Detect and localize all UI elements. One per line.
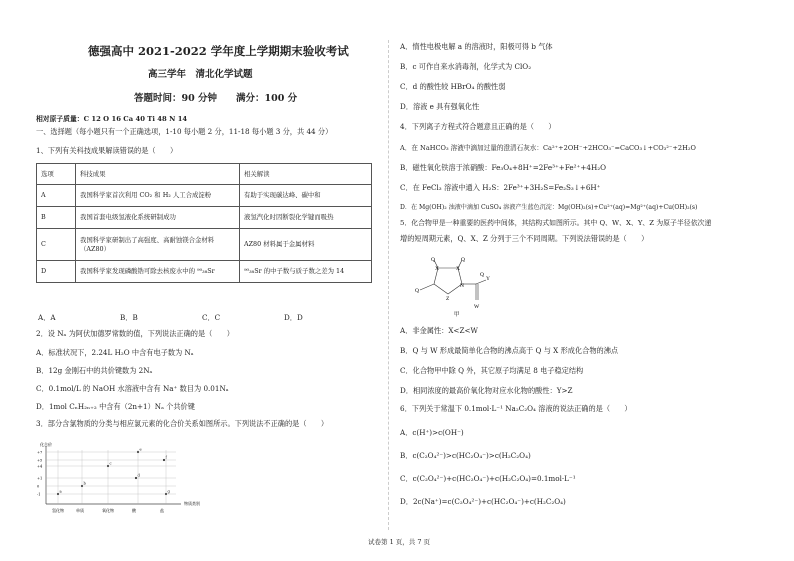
table-row — [37, 261, 372, 283]
x-category-label: 氢化物 — [52, 508, 64, 513]
q3-option-b: B．c 可作自来水消毒剂，化学式为 ClO₂ — [400, 62, 532, 71]
column-divider — [388, 40, 389, 530]
table-header-row — [37, 164, 372, 185]
question-5-stem-line2: 增的短周期元素，Q、X、Z 分列于三个不同周期。下列说法错误的是（ ） — [400, 234, 649, 243]
question-2-stem: 2．设 Nₐ 为阿伏加德罗常数的值，下列说法正确的是（ ） — [36, 329, 234, 338]
chart-ylabel: 化合价 — [40, 442, 52, 447]
q3-chlorine-chart — [36, 442, 216, 514]
table-header-cell: 科技成果 — [76, 164, 240, 185]
chart-point-label: b — [83, 481, 86, 486]
q6-option-a: A．c(H⁺)>c(OH⁻) — [400, 428, 464, 437]
table-cell: AZ80 材料属于金属材料 — [240, 229, 372, 261]
atom-label: Z — [446, 296, 450, 302]
atom-label: W — [474, 304, 480, 310]
chart-point-label: c — [109, 461, 112, 466]
atom-label: Q — [461, 257, 465, 263]
question-6-stem: 6．下列关于常温下 0.1mol·L⁻¹ Na₂C₂O₄ 溶液的说法正确的是（ ） — [400, 404, 632, 413]
question-3-stem: 3．部分含氯物质的分类与相应氯元素的化合价关系如图所示。下列说法不正确的是（ ） — [36, 419, 329, 428]
q3-option-d: D．溶液 e 具有强氧化性 — [400, 102, 480, 111]
q5-option-b: B．Q 与 W 形成最简单化合物的沸点高于 Q 与 X 形成化合物的沸点 — [400, 346, 619, 355]
q5-option-a: A．非金属性：X<Z<W — [400, 326, 478, 335]
chart-point-label: g — [167, 489, 170, 494]
q4-option-b: B．磁性氧化铁溶于浓硝酸：Fe₃O₄+8H⁺=2Fe³⁺+Fe²⁺+4H₂O — [400, 163, 606, 172]
atomic-masses: 相对原子质量：C 12 O 16 Ca 40 Ti 48 N 14 — [36, 115, 188, 123]
y-tick-label: -1 — [37, 492, 41, 497]
table-cell: A — [37, 185, 76, 207]
question-1-stem: 1、下列有关科技成果解读错误的是（ ） — [36, 146, 178, 155]
page-footer: 试卷第 1 页，共 7 页 — [368, 538, 431, 546]
chart-point-label: d — [137, 473, 140, 478]
structure-caption: 甲 — [454, 312, 460, 318]
x-category-label: 单质 — [76, 508, 84, 513]
q6-option-d: D．2c(Na⁺)=c(C₂O₄²⁻)+c(HC₂O₄⁻)+c(H₂C₂O₄) — [400, 497, 566, 506]
y-tick-label: +1 — [37, 476, 43, 481]
table-row — [37, 229, 372, 261]
table-header-cell: 相关解读 — [240, 164, 372, 185]
chart-xlabel: 物质类别 — [184, 501, 200, 506]
q1-option-b: B．B — [120, 313, 138, 322]
chart-point-label: f — [165, 455, 167, 460]
q6-option-c: C．c(C₂O₄²⁻)+c(HC₂O₄⁻)+c(H₂C₂O₄)=0.1mol·L⁻¹ — [400, 474, 576, 483]
x-category-label: 氧化物 — [102, 508, 114, 513]
q3-option-c: C．d 的酸性较 HBrO₄ 的酸性弱 — [400, 82, 506, 91]
chart-point-label: a — [59, 489, 62, 494]
q2-option-c: C．0.1mol/L 的 NaOH 水溶液中含有 Na⁺ 数目为 0.01Nₐ — [36, 384, 229, 393]
structure-atoms — [415, 257, 490, 310]
q4-option-a: A．在 NaHCO₃ 溶液中滴加过量的澄清石灰水：Ca²⁺+2OH⁻+2HCO₃⁻=CaCO₃↓+CO₃²⁻+2H₂O — [400, 144, 696, 152]
structure-bonds — [420, 260, 486, 300]
atom-label: Q — [480, 272, 484, 278]
table-cell: C — [37, 229, 76, 261]
table-cell: 我国首套电级氢液化系统研制成功 — [76, 207, 240, 229]
q3-option-a: A．惰性电极电解 a 的溶液时，阳极可得 b 气体 — [400, 42, 553, 51]
compound-structure — [406, 256, 516, 318]
x-category-label: 酸 — [132, 508, 136, 513]
chart-points — [57, 448, 171, 496]
q4-option-d: D．在 Mg(OH)₂ 浊液中滴加 CuSO₄ 溶液产生蓝色沉淀：Mg(OH)₂(s)+Cu²⁺(aq)=Mg²⁺(aq)+Cu(OH)₂(s) — [400, 204, 698, 211]
y-tick-label: 0 — [37, 484, 40, 489]
table-row — [37, 185, 372, 207]
exam-title: 德强高中 2021-2022 学年度上学期期末验收考试 — [88, 44, 349, 58]
table-row — [37, 207, 372, 229]
q4-option-c: C．在 FeCl₃ 溶液中通入 H₂S：2Fe³⁺+3H₂S=Fe₂S₃↓+6H⁺ — [400, 183, 601, 192]
table-cell: 有助于实现碳达峰、碳中和 — [240, 185, 372, 207]
q5-option-d: D．相同浓度的最高价氧化物对应水化物的酸性：Y>Z — [400, 386, 573, 395]
chart-point-label: e — [139, 447, 142, 452]
atom-label: N — [460, 283, 464, 289]
table-cell: 我国科学家发现磷酸锆可除去核废水中的 ⁹⁰₃₈Sr — [76, 261, 240, 283]
y-tick-label: +5 — [37, 458, 43, 463]
q1-option-d: D．D — [284, 313, 303, 322]
q2-option-a: A．标准状况下，2.24L H₂O 中含有电子数为 Nₐ — [36, 348, 194, 357]
atom-label: X — [456, 266, 460, 272]
table-cell: 我国科学家首次利用 CO₂ 和 H₂ 人工合成淀粉 — [76, 185, 240, 207]
exam-time-score: 答题时间：90 分钟 满分：100 分 — [134, 93, 298, 104]
table-cell: B — [37, 207, 76, 229]
table-cell: ⁹⁰₃₈Sr 的中子数与质子数之差为 14 — [240, 261, 372, 283]
x-category-label: 盐 — [160, 508, 164, 513]
q5-option-c: C．化合物甲中除 Q 外，其它原子均满足 8 电子稳定结构 — [400, 366, 584, 375]
atom-label: Q — [415, 288, 419, 294]
atom-label: Q — [431, 257, 435, 263]
table-header-cell: 选项 — [37, 164, 76, 185]
y-tick-label: +4 — [37, 464, 43, 469]
q2-option-d: D．1mol CₙH₂ₙ₊₂ 中含有（2n+1）Nₐ 个共价键 — [36, 402, 195, 411]
section-heading: 一、选择题（每小题只有一个正确选项，1-10 每小题 2 分，11-18 每小题 3 分，共 44 分） — [36, 127, 333, 136]
x-categories — [52, 507, 164, 513]
question-4-stem: 4．下列离子方程式符合题意且正确的是（ ） — [400, 122, 556, 131]
atom-label: X — [435, 266, 439, 272]
table-cell: D — [37, 261, 76, 283]
q6-option-b: B．c(C₂O₄²⁻)>c(HC₂O₄⁻)>c(H₂C₂O₄) — [400, 451, 531, 460]
q2-option-b: B．12g 金刚石中的共价键数为 2Nₐ — [36, 366, 153, 375]
atom-label: Y — [486, 276, 490, 282]
table-cell: 液氢汽化时因断裂化学键而吸热 — [240, 207, 372, 229]
question-5-stem-line1: 5．化合物甲是一种重要的医药中间体，其结构式如图所示。其中 Q、W、X、Y、Z 为原子半径依次递 — [400, 219, 712, 227]
chart-grid — [46, 447, 176, 504]
q1-option-c: C．C — [202, 313, 221, 322]
q1-table — [36, 163, 372, 283]
y-tick-label: +7 — [37, 450, 43, 455]
table-cell: 我国科学家研制出了高强度、高耐蚀镁合金材料（AZ80） — [76, 229, 240, 261]
y-ticks — [37, 451, 43, 497]
exam-subtitle: 高三学年 清北化学试题 — [148, 69, 253, 80]
q1-option-a: A．A — [38, 313, 56, 322]
